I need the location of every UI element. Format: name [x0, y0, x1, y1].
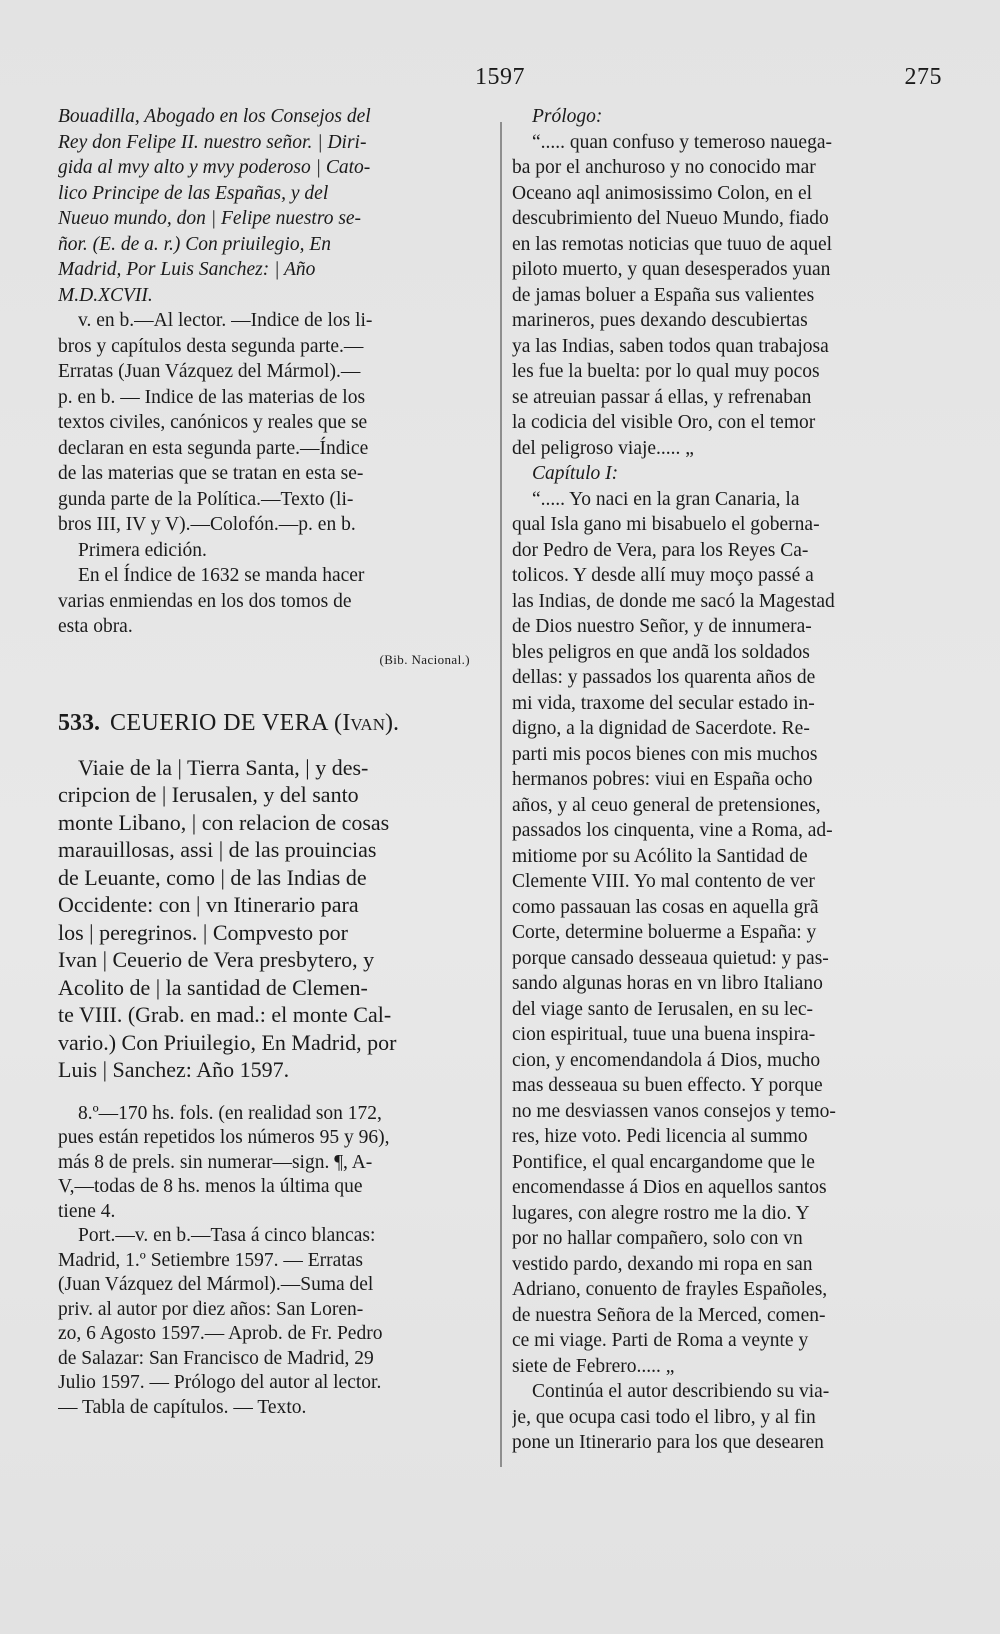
- index-note: [58, 563, 484, 640]
- text-line: Viaie de la | Tierra Santa, | y des-: [78, 754, 369, 780]
- text-line: mas desseaua su buen effecto. Y porque: [512, 1075, 823, 1096]
- prologue-quote: [512, 130, 932, 462]
- text-line: cripcion de | Ierusalen, y del santo: [58, 782, 359, 807]
- text-line: del peligroso viaje..... „: [512, 437, 694, 459]
- text-line: Corte, determine boluerme a España: y: [512, 922, 817, 943]
- text-line: Acolito de | la santidad de Clemen-: [58, 974, 368, 1000]
- text-line: ya las Indias, saben todos quan trabajosa: [512, 335, 829, 357]
- text-line: cion, y encomendandola á Dios, mucho: [512, 1049, 821, 1071]
- text-line: pone un Itinerario para los que desearen: [512, 1432, 824, 1453]
- text-line: Adriano, conuento de frayles Españoles,: [512, 1279, 828, 1300]
- text-line: piloto muerto, y quan desesperados yuan: [512, 259, 831, 280]
- text-line: te VIII. (Grab. en mad.: el monte Cal-: [58, 1002, 392, 1027]
- text-line: ba por el anchuroso y no conocido mar: [512, 157, 816, 178]
- text-line: vario.) Con Priuilegio, En Madrid, por: [58, 1029, 397, 1055]
- text-line: de Leuante, como | de las Indias de: [58, 864, 367, 890]
- text-line: del viage santo de Ierusalen, en su lec-: [512, 998, 814, 1020]
- text-line: marauillosas, assi | de las prouincias: [58, 837, 377, 862]
- text-line: la codicia del visible Oro, con el temor: [512, 412, 816, 433]
- text-line: Nueuo mundo, don | Felipe nuestro se-: [58, 208, 362, 229]
- left-column: [58, 104, 484, 1420]
- entry-number: 533.: [58, 709, 100, 736]
- text-line: (Juan Vázquez del Mármol).—Suma del: [58, 1274, 374, 1295]
- text-line: de Salazar: San Francisco de Madrid, 29: [58, 1347, 374, 1369]
- text-line: Ivan | Ceuerio de Vera presbytero, y: [58, 947, 375, 972]
- text-line: Julio 1597. — Prólogo del autor al lector.: [58, 1372, 382, 1393]
- text-line: sando algunas horas en vn libro Italiano: [512, 973, 823, 994]
- text-line: los | peregrinos. | Compvesto por: [58, 919, 348, 945]
- text-line: monte Libano, | con relacion de cosas: [58, 809, 390, 835]
- text-line: de nuestra Señora de la Merced, comen-: [512, 1304, 826, 1326]
- text-line: v. en b.—Al lector. —Indice de los li-: [78, 310, 373, 331]
- text-line: 8.º—170 hs. fols. (en realidad son 172,: [78, 1102, 382, 1124]
- page-number: 275: [904, 64, 942, 90]
- text-line: parti mis pocos bienes con mis muchos: [512, 743, 818, 765]
- text-line: ce mi viage. Parti de Roma a veynte y: [512, 1330, 809, 1351]
- text-line: Luis | Sanchez: Año 1597.: [58, 1057, 290, 1082]
- text-line: varias enmiendas en los dos tomos de: [58, 590, 352, 612]
- text-line: no me desviassen vanos consejos y temo-: [512, 1100, 836, 1122]
- text-line: les fue la buelta: por lo qual muy pocos: [512, 361, 820, 382]
- text-line: mi vida, traxome del secular estado in-: [512, 692, 815, 714]
- text-line: Madrid, 1.º Setiembre 1597. — Erratas: [58, 1249, 363, 1271]
- text-line: gida al mvy alto y mvy poderoso | Cato-: [58, 157, 371, 178]
- text-line: cion espiritual, tuue una buena inspira-: [512, 1024, 816, 1045]
- text-line: M.D.XCVII.: [58, 284, 153, 306]
- text-line: Primera edición.: [78, 539, 207, 561]
- text-line: qual Isla gano mi bisabuelo el goberna-: [512, 514, 820, 535]
- text-line: de Dios nuestro Señor, y de innumera-: [512, 616, 812, 637]
- text-line: — Tabla de capítulos. — Texto.: [58, 1396, 307, 1418]
- text-line: Bouadilla, Abogado en los Consejos del: [58, 106, 371, 127]
- entry-heading: [58, 708, 484, 738]
- text-line: Occidente: con | vn Itinerario para: [58, 892, 359, 917]
- text-line: en las remotas noticias que tuuo de aquel: [512, 233, 833, 255]
- text-line: se atreuian passar á ellas, y refrenaban: [512, 386, 812, 408]
- text-line: porque cansado desseaua quietud: y pas-: [512, 947, 829, 969]
- text-line: marineros, pues dexando descubiertas: [512, 310, 808, 331]
- entry-author-close: ).: [385, 709, 399, 736]
- format-description: [58, 1102, 484, 1225]
- header-year: 1597: [475, 64, 525, 90]
- closing-paragraph: [512, 1379, 932, 1456]
- text-line: siete de Febrero..... „: [512, 1355, 675, 1377]
- right-column: [512, 104, 932, 1456]
- text-line: declaran en esta segunda parte.—Índice: [58, 437, 369, 459]
- text-line: Erratas (Juan Vázquez del Mármol).—: [58, 361, 361, 382]
- text-line: “..... Yo naci en la gran Canaria, la: [532, 488, 800, 510]
- text-line: “..... quan confuso y temeroso nauega-: [532, 131, 832, 153]
- collation-details: [58, 308, 484, 334]
- text-line: años, y al ceuo general de pretensiones,: [512, 794, 821, 816]
- text-line: más 8 de prels. sin numerar—sign. ¶, A-: [58, 1151, 373, 1173]
- text-line: priv. al autor por diez años: San Loren-: [58, 1298, 364, 1320]
- text-line: vestido pardo, dexando mi ropa en san: [512, 1253, 813, 1275]
- text-line: res, hize voto. Pedi licencia al summo: [512, 1126, 808, 1147]
- collation-details-continued: [58, 334, 484, 564]
- text-line: tiene 4.: [58, 1200, 116, 1222]
- text-line: por no hallar compañero, solo con vn: [512, 1228, 803, 1249]
- text-line: descubrimiento del Nueuo Mundo, fiado: [512, 208, 829, 229]
- prologue-heading: Prólogo:: [532, 106, 603, 127]
- text-line: bros y capítulos desta segunda parte.—: [58, 335, 364, 357]
- text-line: lugares, con alegre rostro me la dio. Y: [512, 1202, 810, 1224]
- title-continuation: [58, 104, 484, 308]
- entry-given-name: Ivan: [342, 709, 385, 736]
- text-line: Clemente VIII. Yo mal contento de ver: [512, 871, 815, 892]
- entry-author: CEUERIO DE VERA (: [110, 709, 343, 736]
- text-line: bles peligros en que andã los soldados: [512, 641, 810, 663]
- text-line: Oceano aql animosissimo Colon, en el: [512, 182, 813, 204]
- text-line: hermanos pobres: viui en España ocho: [512, 769, 813, 790]
- text-line: textos civiles, canónicos y reales que se: [58, 412, 368, 433]
- text-line: Rey don Felipe II. nuestro señor. | Diri-: [58, 131, 367, 153]
- text-line: esta obra.: [58, 616, 133, 637]
- text-line: ñor. (E. de a. r.) Con priuilegio, En: [58, 233, 331, 255]
- text-line: zo, 6 Agosto 1597.— Aprob. de Fr. Pedro: [58, 1323, 383, 1344]
- text-line: Pontifice, el qual encargandome que le: [512, 1151, 815, 1173]
- text-line: je, que ocupa casi todo el libro, y al fin: [512, 1406, 816, 1428]
- text-line: pues están repetidos los números 95 y 96),: [58, 1127, 390, 1148]
- text-line: passados los cinquenta, vine a Roma, ad-: [512, 820, 833, 841]
- text-line: digno, a la dignidad de Sacerdote. Re-: [512, 718, 810, 739]
- text-line: como passauan las cosas en aquella grã: [512, 896, 819, 918]
- text-line: En el Índice de 1632 se manda hacer: [78, 565, 365, 586]
- prelims-description: [58, 1224, 484, 1420]
- library-source: (Bib. Nacional.): [379, 651, 470, 667]
- text-line: dor Pedro de Vera, para los Reyes Ca-: [512, 539, 809, 561]
- text-line: Madrid, Por Luis Sanchez: | Año: [58, 259, 316, 280]
- column-divider: [500, 122, 502, 1467]
- text-line: Port.—v. en b.—Tasa á cinco blancas:: [78, 1225, 376, 1246]
- text-line: V,—todas de 8 hs. menos la última que: [58, 1176, 363, 1197]
- text-line: las Indias, de donde me sacó la Magestad: [512, 590, 835, 612]
- text-line: p. en b. — Indice de las materias de los: [58, 386, 366, 408]
- text-line: tolicos. Y desde allí muy moço passé a: [512, 565, 814, 586]
- chapter-heading: Capítulo I:: [532, 463, 619, 484]
- text-line: dellas: y passados los quarenta años de: [512, 667, 816, 688]
- text-line: de jamas boluer a España sus valientes: [512, 284, 815, 306]
- text-line: gunda parte de la Política.—Texto (li-: [58, 488, 354, 510]
- text-line: mitiome por su Acólito la Santidad de: [512, 845, 808, 867]
- chapter-quote: [512, 487, 932, 1380]
- text-line: encomendasse á Dios en aquellos santos: [512, 1177, 827, 1198]
- text-line: bros III, IV y V).—Colofón.—p. en b.: [58, 514, 356, 535]
- text-line: de las materias que se tratan en esta se-: [58, 463, 364, 484]
- text-line: Continúa el autor describiendo su via-: [532, 1381, 830, 1402]
- entry-title-transcription: [58, 754, 484, 1084]
- text-line: lico Principe de las Españas, y del: [58, 182, 329, 204]
